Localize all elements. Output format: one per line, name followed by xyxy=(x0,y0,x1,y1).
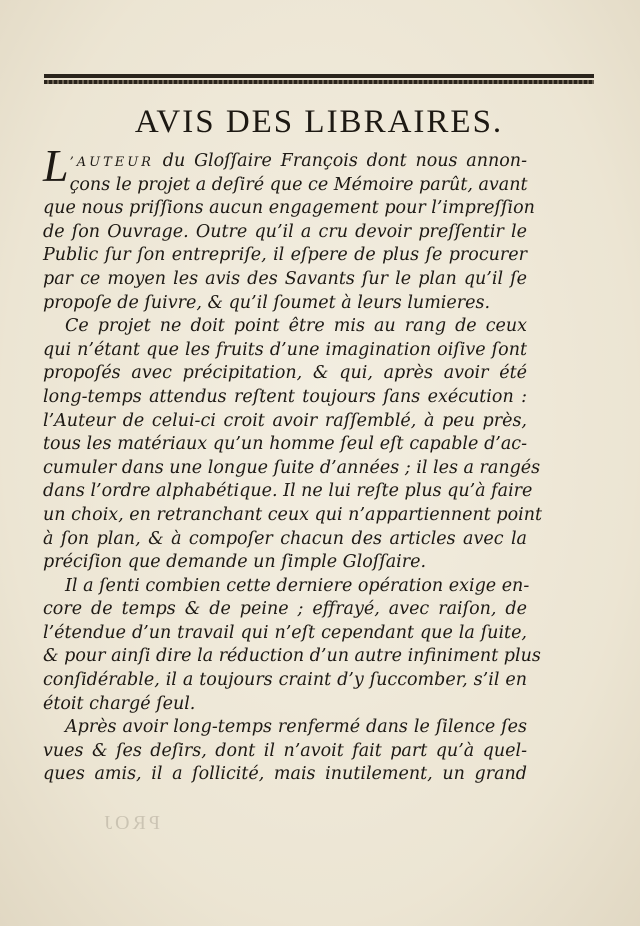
text-line: un choix, en retranchant ceux qui n’appartiennent point xyxy=(43,504,543,525)
text-line: tous les matériaux qu’un homme ſeul eſt capable d’ac- xyxy=(43,434,527,455)
text-line: Public ſur ſon entrepriſe, il eſpere de plus ſe procurer xyxy=(43,245,527,266)
ornament-rule-solid xyxy=(44,74,594,78)
page-title: AVIS DES LIBRAIRES. xyxy=(134,104,504,140)
text-line: de ſon Ouvrage. Outre qu’il a cru devoir preſſentir le xyxy=(43,221,527,242)
text-line: propoſe de ſuivre, & qu’il ſoumet à leurs lumieres. xyxy=(43,292,491,313)
text-line: çons le projet a deſiré que ce Mémoire parût, avant xyxy=(69,174,528,195)
text-line: long-temps attendus reſtent toujours ſans exécution : xyxy=(43,386,527,407)
text-line: préciſion que demande un ſimple Gloſſaire. xyxy=(43,552,427,573)
text-line: Il a ſenti combien cette derniere opération exige en- xyxy=(65,575,530,596)
text-line: qui n’étant que les fruits d’une imagination oiſive ſont xyxy=(43,339,527,360)
text-line: core de temps & de peine ; effrayé, avec raiſon, de xyxy=(43,599,527,620)
text-line: étoit chargé ſeul. xyxy=(43,693,196,714)
text-line: l’étendue d’un travail qui n’eſt cependant que la ſuite, xyxy=(43,622,527,643)
body-text xyxy=(43,140,543,787)
text-line: par ce moyen les avis des Savants ſur le plan qu’il ſe xyxy=(43,268,527,289)
text-line: l’Auteur de celui-ci croit avoir raſſemblé, à peu près, xyxy=(43,410,527,431)
text-line: vues & ſes deſirs, dont il n’avoit fait part qu’à quel- xyxy=(43,740,527,761)
drop-cap: L xyxy=(43,140,69,191)
bleed-through-text: PROJ xyxy=(101,812,160,834)
text-line: à ſon plan, & à compoſer chacun des articles avec la xyxy=(43,528,527,549)
text-line: Ce projet ne doit point être mis au rang de ceux xyxy=(65,316,527,337)
text-line: dans l’ordre alphabétique. Il ne lui reſte plus qu’à faire xyxy=(43,481,533,502)
text-line: & pour ainſi dire la réduction d’un autre infiniment plus xyxy=(43,646,541,667)
text-line: conſidérable, il a toujours craint d’y ſuccomber, s’il en xyxy=(43,670,527,691)
first-word-smallcaps: ’AUTEUR xyxy=(69,155,154,170)
text-line: propoſés avec précipitation, & qui, après avoir été xyxy=(43,363,527,384)
first-line-rest: du Gloſſaire François dont nous annon- xyxy=(162,151,527,171)
text-line: cumuler dans une longue ſuite d’années ; il les a rangés xyxy=(43,457,541,478)
header-ornament-rule xyxy=(44,74,594,87)
ornament-rule-patterned xyxy=(44,80,594,84)
text-line: Après avoir long-temps renfermé dans le ſilence ſes xyxy=(65,717,527,738)
text-line: que nous priſſions aucun engagement pour l’impreſſion xyxy=(43,198,535,219)
text-line: ques amis, il a ſollicité, mais inutilement, un grand xyxy=(43,764,527,785)
